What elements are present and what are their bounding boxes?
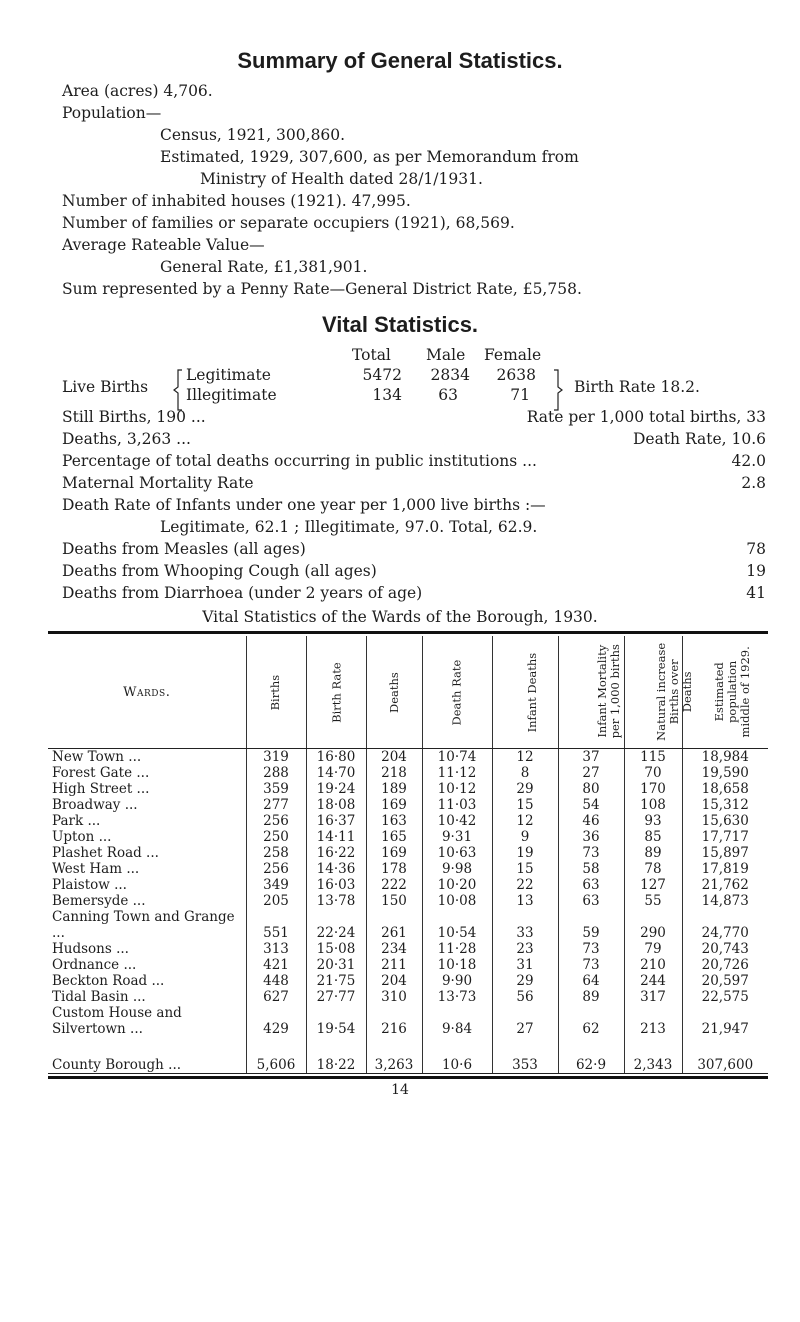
ward-value-cell: 222 (366, 877, 422, 893)
ward-value-cell: 218 (366, 765, 422, 781)
table-row (48, 989, 768, 1005)
ward-value-cell: 11·03 (422, 797, 492, 813)
table-row (48, 829, 768, 845)
total-value-cell: 3,263 (366, 1045, 422, 1074)
ward-name-cell: Plaistow ... (48, 877, 246, 893)
general-rate-line: General Rate, £1,381,901. (160, 258, 368, 276)
col-header-population (682, 636, 768, 749)
ward-value-cell: 19 (492, 845, 558, 861)
ward-name-cell: West Ham ... (48, 861, 246, 877)
ward-value-cell: 85 (624, 829, 682, 845)
rateable-heading: Average Rateable Value— (62, 236, 265, 254)
diarrhoea-value: 41 (746, 584, 766, 602)
col-header-text: Death Rate (449, 659, 464, 726)
ward-value-cell: 20·31 (306, 957, 366, 973)
ward-value-cell: 18,984 (682, 749, 768, 766)
left-brace (172, 368, 184, 412)
ward-value-cell: 9·84 (422, 1005, 492, 1037)
ward-value-cell: 9·31 (422, 829, 492, 845)
ward-value-cell: 58 (558, 861, 624, 877)
ward-value-cell: 14·11 (306, 829, 366, 845)
ward-value-cell: 13 (492, 893, 558, 909)
ward-value-cell: 73 (558, 957, 624, 973)
ward-value-cell: 108 (624, 797, 682, 813)
ward-value-cell: 15·08 (306, 941, 366, 957)
ward-value-cell: 21,762 (682, 877, 768, 893)
table-row (48, 877, 768, 893)
total-value-cell: 2,343 (624, 1045, 682, 1074)
ward-value-cell: 551 (246, 909, 306, 941)
ward-name-cell: Hudsons ... (48, 941, 246, 957)
ward-value-cell: 20,597 (682, 973, 768, 989)
ward-value-cell: 10·18 (422, 957, 492, 973)
ward-value-cell: 115 (624, 749, 682, 766)
ward-value-cell: 9·90 (422, 973, 492, 989)
table-row (48, 973, 768, 989)
ward-value-cell: 258 (246, 845, 306, 861)
ward-value-cell: 169 (366, 797, 422, 813)
ward-value-cell: 78 (624, 861, 682, 877)
births-header-female: Female (484, 346, 542, 364)
table-row (48, 909, 768, 941)
ward-value-cell: 310 (366, 989, 422, 1005)
still-births-rate: Rate per 1,000 total births, 33 (526, 408, 766, 426)
births-header-total: Total (352, 346, 391, 364)
ward-value-cell: 290 (624, 909, 682, 941)
ward-value-cell: 63 (558, 877, 624, 893)
ward-value-cell: 22·24 (306, 909, 366, 941)
legitimate-male: 2834 (430, 366, 470, 384)
ward-value-cell: 244 (624, 973, 682, 989)
ward-value-cell: 62 (558, 1005, 624, 1037)
wards-table (48, 636, 768, 1074)
table-row (48, 749, 768, 766)
public-institutions-label: Percentage of total deaths occurring in public institutions ... (62, 452, 537, 470)
ward-value-cell: 10·20 (422, 877, 492, 893)
ward-value-cell: 46 (558, 813, 624, 829)
col-header-text: Birth Rate (329, 662, 344, 723)
total-value-cell: 5,606 (246, 1045, 306, 1074)
ward-value-cell: 73 (558, 941, 624, 957)
col-header-wards: Wards. (48, 636, 246, 749)
page-title: Summary of General Statistics. (237, 48, 563, 73)
ward-value-cell: 17,717 (682, 829, 768, 845)
ward-value-cell: 178 (366, 861, 422, 877)
ward-value-cell: 150 (366, 893, 422, 909)
ward-value-cell: 349 (246, 877, 306, 893)
illegitimate-label: Illegitimate (186, 386, 277, 404)
ward-value-cell: 15,312 (682, 797, 768, 813)
families-line: Number of families or separate occupiers (1921), 68,569. (62, 214, 515, 232)
ward-value-cell: 627 (246, 989, 306, 1005)
ward-value-cell: 20,726 (682, 957, 768, 973)
ward-value-cell: 33 (492, 909, 558, 941)
ward-value-cell: 59 (558, 909, 624, 941)
spacer-cell (366, 1037, 422, 1045)
ward-name-cell: Plashet Road ... (48, 845, 246, 861)
ward-value-cell: 21·75 (306, 973, 366, 989)
houses-line: Number of inhabited houses (1921). 47,995. (62, 192, 411, 210)
right-brace (552, 368, 564, 412)
table-row (48, 797, 768, 813)
ward-value-cell: 288 (246, 765, 306, 781)
ward-value-cell: 313 (246, 941, 306, 957)
spacer-row (48, 1037, 768, 1045)
ward-value-cell: 429 (246, 1005, 306, 1037)
ward-value-cell: 9 (492, 829, 558, 845)
maternal-mortality-value: 2.8 (741, 474, 766, 492)
measles-value: 78 (746, 540, 766, 558)
spacer-cell (558, 1037, 624, 1045)
ward-value-cell: 317 (624, 989, 682, 1005)
diarrhoea-label: Deaths from Diarrhoea (under 2 years of age) (62, 584, 423, 602)
ward-name-cell: Forest Gate ... (48, 765, 246, 781)
spacer-cell (682, 1037, 768, 1045)
table-row (48, 941, 768, 957)
still-births-label: Still Births, 190 ... (62, 408, 206, 426)
ward-value-cell: 13·73 (422, 989, 492, 1005)
ward-name-cell: Ordnance ... (48, 957, 246, 973)
estimated-line-1: Estimated, 1929, 307,600, as per Memorandum from (160, 148, 579, 166)
col-header-text: Estimated population middle of 1929. (711, 646, 753, 738)
ward-value-cell: 16·22 (306, 845, 366, 861)
ward-value-cell: 21,947 (682, 1005, 768, 1037)
spacer-cell (492, 1037, 558, 1045)
area-line: Area (acres) 4,706. (62, 82, 213, 100)
ward-value-cell: 170 (624, 781, 682, 797)
maternal-mortality-label: Maternal Mortality Rate (62, 474, 254, 492)
table-row (48, 893, 768, 909)
illegitimate-female: 71 (510, 386, 530, 404)
ward-value-cell: 18,658 (682, 781, 768, 797)
illegitimate-male: 63 (438, 386, 458, 404)
col-header-text: Births (268, 674, 283, 711)
ward-value-cell: 14,873 (682, 893, 768, 909)
col-header-text: Infant Mortality per 1,000 births (594, 644, 622, 739)
ward-value-cell: 256 (246, 813, 306, 829)
table-top-rule (48, 631, 768, 634)
death-rate: Death Rate, 10.6 (632, 430, 766, 448)
total-label-cell: County Borough ... (48, 1045, 246, 1074)
ward-value-cell: 27 (558, 765, 624, 781)
ward-name-cell: Park ... (48, 813, 246, 829)
ward-value-cell: 15 (492, 797, 558, 813)
spacer-cell (48, 1037, 246, 1045)
ward-value-cell: 29 (492, 781, 558, 797)
ward-value-cell: 27 (492, 1005, 558, 1037)
spacer-cell (306, 1037, 366, 1045)
ward-value-cell: 421 (246, 957, 306, 973)
ward-value-cell: 163 (366, 813, 422, 829)
ward-value-cell: 13·78 (306, 893, 366, 909)
col-header-births (246, 636, 306, 749)
ward-value-cell: 127 (624, 877, 682, 893)
col-header-infant-mortality (558, 636, 624, 749)
table-row (48, 1005, 768, 1037)
ward-name-cell: Tidal Basin ... (48, 989, 246, 1005)
total-row (48, 1045, 768, 1074)
ward-value-cell: 205 (246, 893, 306, 909)
table-row (48, 813, 768, 829)
ward-value-cell: 8 (492, 765, 558, 781)
legitimate-total: 5472 (362, 366, 402, 384)
ward-value-cell: 29 (492, 973, 558, 989)
ward-value-cell: 19,590 (682, 765, 768, 781)
ward-name-cell: Canning Town and Grange ... (48, 909, 246, 941)
ward-value-cell: 93 (624, 813, 682, 829)
birth-rate: Birth Rate 18.2. (574, 378, 700, 396)
ward-value-cell: 10·42 (422, 813, 492, 829)
ward-value-cell: 73 (558, 845, 624, 861)
ward-value-cell: 10·54 (422, 909, 492, 941)
ward-value-cell: 14·36 (306, 861, 366, 877)
infant-death-detail: Legitimate, 62.1 ; Illegitimate, 97.0. Total, 62.9. (160, 518, 538, 536)
ward-value-cell: 261 (366, 909, 422, 941)
total-value-cell: 10·6 (422, 1045, 492, 1074)
ward-value-cell: 19·54 (306, 1005, 366, 1037)
ward-value-cell: 14·70 (306, 765, 366, 781)
ward-value-cell: 17,819 (682, 861, 768, 877)
ward-value-cell: 79 (624, 941, 682, 957)
estimated-line-2: Ministry of Health dated 28/1/1931. (200, 170, 483, 188)
col-header-deaths (366, 636, 422, 749)
ward-value-cell: 24,770 (682, 909, 768, 941)
ward-name-cell: Broadway ... (48, 797, 246, 813)
table-row (48, 957, 768, 973)
table-bottom-rule (48, 1076, 768, 1079)
col-header-text: Deaths (386, 672, 401, 714)
ward-value-cell: 89 (624, 845, 682, 861)
wards-table-body (48, 749, 768, 1074)
table-row (48, 765, 768, 781)
ward-value-cell: 10·12 (422, 781, 492, 797)
spacer-cell (246, 1037, 306, 1045)
ward-value-cell: 204 (366, 973, 422, 989)
col-header-text: Infant Deaths (524, 652, 539, 733)
spacer-cell (624, 1037, 682, 1045)
col-header-natural-increase (624, 636, 695, 749)
ward-value-cell: 16·80 (306, 749, 366, 766)
col-header-infant-deaths (492, 636, 558, 749)
table-row (48, 845, 768, 861)
ward-value-cell: 31 (492, 957, 558, 973)
ward-value-cell: 9·98 (422, 861, 492, 877)
ward-value-cell: 22,575 (682, 989, 768, 1005)
ward-value-cell: 11·12 (422, 765, 492, 781)
births-header-male: Male (426, 346, 466, 364)
col-header-death-rate (422, 636, 492, 749)
ward-value-cell: 256 (246, 861, 306, 877)
measles-label: Deaths from Measles (all ages) (62, 540, 306, 558)
col-header-birth-rate (306, 636, 366, 749)
ward-value-cell: 19·24 (306, 781, 366, 797)
total-value-cell: 62·9 (558, 1045, 624, 1074)
ward-name-cell: Custom House and Silvertown ... (48, 1005, 246, 1037)
whooping-cough-value: 19 (746, 562, 766, 580)
ward-name-cell: Upton ... (48, 829, 246, 845)
legitimate-female: 2638 (496, 366, 536, 384)
ward-value-cell: 23 (492, 941, 558, 957)
ward-value-cell: 16·37 (306, 813, 366, 829)
ward-value-cell: 10·74 (422, 749, 492, 766)
total-value-cell: 353 (492, 1045, 558, 1074)
page-number: 14 (391, 1082, 409, 1098)
table-header-row (48, 636, 768, 749)
table-row (48, 781, 768, 797)
infant-death-heading: Death Rate of Infants under one year per 1,000 live births :— (62, 496, 546, 514)
ward-value-cell: 15,897 (682, 845, 768, 861)
vital-statistics-title: Vital Statistics. (321, 312, 479, 337)
census-line: Census, 1921, 300,860. (160, 126, 346, 144)
ward-value-cell: 80 (558, 781, 624, 797)
population-heading: Population— (62, 104, 162, 122)
ward-value-cell: 250 (246, 829, 306, 845)
ward-value-cell: 18·08 (306, 797, 366, 813)
col-header-text: Natural increase Births over Deaths (653, 642, 695, 741)
ward-value-cell: 54 (558, 797, 624, 813)
ward-value-cell: 56 (492, 989, 558, 1005)
penny-rate-line: Sum represented by a Penny Rate—General District Rate, £5,758. (62, 280, 582, 298)
ward-value-cell: 11·28 (422, 941, 492, 957)
wards-title: Vital Statistics of the Wards of the Borough, 1930. (202, 608, 598, 626)
legitimate-label: Legitimate (186, 366, 271, 384)
ward-value-cell: 15 (492, 861, 558, 877)
ward-value-cell: 89 (558, 989, 624, 1005)
ward-value-cell: 36 (558, 829, 624, 845)
ward-value-cell: 16·03 (306, 877, 366, 893)
ward-value-cell: 22 (492, 877, 558, 893)
ward-value-cell: 10·08 (422, 893, 492, 909)
ward-name-cell: High Street ... (48, 781, 246, 797)
ward-value-cell: 63 (558, 893, 624, 909)
ward-value-cell: 277 (246, 797, 306, 813)
ward-value-cell: 70 (624, 765, 682, 781)
ward-value-cell: 204 (366, 749, 422, 766)
ward-value-cell: 210 (624, 957, 682, 973)
ward-value-cell: 55 (624, 893, 682, 909)
deaths-label: Deaths, 3,263 ... (62, 430, 191, 448)
public-institutions-value: 42.0 (731, 452, 766, 470)
illegitimate-total: 134 (372, 386, 402, 404)
whooping-cough-label: Deaths from Whooping Cough (all ages) (62, 562, 377, 580)
ward-value-cell: 211 (366, 957, 422, 973)
total-value-cell: 307,600 (682, 1045, 768, 1074)
ward-value-cell: 165 (366, 829, 422, 845)
ward-value-cell: 12 (492, 749, 558, 766)
ward-value-cell: 169 (366, 845, 422, 861)
ward-value-cell: 10·63 (422, 845, 492, 861)
ward-value-cell: 64 (558, 973, 624, 989)
ward-value-cell: 448 (246, 973, 306, 989)
total-value-cell: 18·22 (306, 1045, 366, 1074)
ward-value-cell: 37 (558, 749, 624, 766)
ward-value-cell: 15,630 (682, 813, 768, 829)
ward-value-cell: 20,743 (682, 941, 768, 957)
ward-value-cell: 213 (624, 1005, 682, 1037)
live-births-label: Live Births (62, 378, 149, 396)
ward-value-cell: 234 (366, 941, 422, 957)
ward-name-cell: Bemersyde ... (48, 893, 246, 909)
ward-value-cell: 216 (366, 1005, 422, 1037)
ward-value-cell: 359 (246, 781, 306, 797)
ward-value-cell: 27·77 (306, 989, 366, 1005)
ward-name-cell: New Town ... (48, 749, 246, 766)
spacer-cell (422, 1037, 492, 1045)
table-row (48, 861, 768, 877)
ward-value-cell: 189 (366, 781, 422, 797)
ward-value-cell: 319 (246, 749, 306, 766)
ward-name-cell: Beckton Road ... (48, 973, 246, 989)
ward-value-cell: 12 (492, 813, 558, 829)
